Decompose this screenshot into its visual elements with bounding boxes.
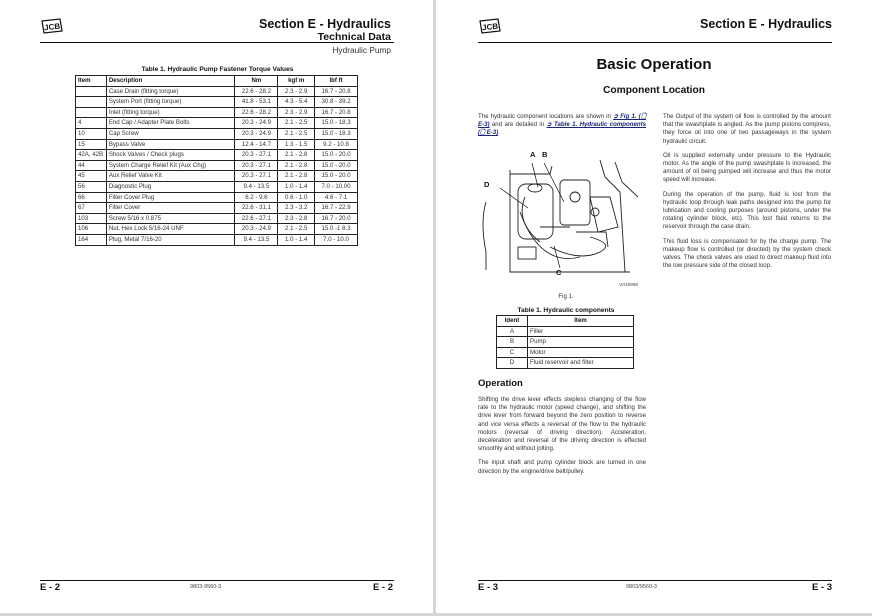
topic-label: Hydraulic Pump [332,45,391,55]
cell-item: 106 [76,224,107,235]
cell-item: 103 [76,213,107,224]
operation-heading: Operation [478,378,523,389]
section-subtitle: Technical Data [317,31,391,43]
cell-lbfft: 30.8 - 39.2 [315,97,358,108]
cell-item: Fluid reservoir and filter [528,358,634,369]
cell-kgfm: 2.1 - 2.5 [278,128,315,139]
cell-nm: 22.6 - 28.2 [235,86,278,97]
cell-description: End Cap / Adapter Plate Bolts [106,118,235,129]
body-paragraph: Oil is supplied externally under pressure to the Hydraulic motor. As the angle of the pump swashplate is increased, the amount of oil being pumped will increase and thus the motor speed will increase. [663,151,831,184]
col-header-item: Item [76,76,107,87]
page-subtitle: Component Location [603,85,705,96]
footer-rule [478,580,832,581]
col-header-nm: Nm [235,76,278,87]
table-row [497,337,634,348]
intro-text: The hydraulic component locations are shown in [478,113,613,120]
table-row [497,358,634,369]
table-row [76,203,358,214]
col-header-item: Item [528,316,634,327]
cell-description: Aux Relief Valve Kit [106,171,235,182]
cell-nm: 20.3 - 27.1 [235,160,278,171]
cell-nm: 20.3 - 24.9 [235,128,278,139]
cell-ident: B [497,337,528,348]
cell-item: 66 [76,192,107,203]
table-row [76,107,358,118]
table-row [76,150,358,161]
components-table [496,315,634,369]
table-row [76,139,358,150]
components-table-caption: Table 1. Hydraulic components [517,307,615,314]
footer-page-number-left: E - 3 [478,582,499,593]
cell-description: Filter Cover [106,203,235,214]
body-paragraph: The Output of the system oil flow is controlled by the amount that the swashplate is angled. As the pump pistons compress, they force oil into one of two passageways in the system hydraulic circuit. [663,113,831,145]
section-title: Section E - Hydraulics [700,17,832,31]
cell-nm: 20.3 - 27.1 [235,171,278,182]
table-row [76,224,358,235]
cell-nm: 20.3 - 24.9 [235,224,278,235]
cell-nm: 20.3 - 24.9 [235,118,278,129]
table-row [76,160,358,171]
cell-nm: 41.8 - 53.1 [235,97,278,108]
cell-lbfft: 15.0 - 20.0 [315,171,358,182]
table-row [76,171,358,182]
table-row [497,347,634,358]
section-title: Section E - Hydraulics [259,17,391,31]
svg-text:JCB: JCB [481,21,499,33]
col-header-kgfm: kgf m [278,76,315,87]
cell-nm: 20.3 - 27.1 [235,150,278,161]
cell-description: Inlet (fitting torque) [106,107,235,118]
cell-ident: D [497,358,528,369]
cell-nm: 12.4 - 14.7 [235,139,278,150]
footer-page-number-right: E - 3 [811,582,832,593]
torque-table-caption: Table 1. Hydraulic Pump Fastener Torque Values [141,66,294,73]
right-page [436,0,872,613]
cell-item: Filler [528,326,634,337]
operation-text [478,396,646,482]
table-link[interactable]: ➲ Table 1. Hydraulic components (🗋 E-3) [478,121,646,137]
cell-kgfm: 2.3 - 3.2 [278,203,315,214]
left-page [0,0,433,613]
cell-lbfft: 4.6 - 7.1 [315,192,358,203]
table-row [76,128,358,139]
cell-item: Motor [528,347,634,358]
cell-item: 42A, 42B [76,150,107,161]
cell-lbfft: 9.2 - 10.8 [315,139,358,150]
cell-description: Shock Valves / Check plugs [106,150,235,161]
footer-doc-number: 9803/9560-3 [626,584,657,590]
cell-item: 4 [76,118,107,129]
cell-description: Diagnostic Plug [106,181,235,192]
footer-rule [40,580,394,581]
footer-page-number-right: E - 2 [372,582,393,593]
cell-item: 45 [76,171,107,182]
cell-lbfft: 15.0 - 20.0 [315,160,358,171]
cell-lbfft: 16.7 - 22.9 [315,203,358,214]
cell-description: Screw 5/16 x 0.875 [106,213,235,224]
fig-link[interactable]: ➲ Fig 1. (🗋 E-3) [478,113,646,129]
table-row [76,234,358,245]
cell-description: Case Drain (fitting torque) [106,86,235,97]
cell-kgfm: 2.3 - 2.8 [278,213,315,224]
cell-description: Plug, Metal 7/16-20 [106,234,235,245]
table-row [76,118,358,129]
table-row [76,181,358,192]
col-header-ident: Ident [497,316,528,327]
operation-paragraph: The input shaft and pump cylinder block are turned in one direction by the engine/drive belt/pulley. [478,459,646,475]
table-header-row [497,316,634,327]
table-row [76,86,358,97]
figure-code: V015990 [619,283,639,288]
cell-kgfm: 2.3 - 2.9 [278,107,315,118]
cell-nm: 6.2 - 9.6 [235,192,278,203]
operation-paragraph: Shifting the drive lever effects stepless changing of the flow rate to the hydraulic motor (speed change), and shifting the drive lever from forward beyond the zero position to reverse and vice versa effects a reversal of the flow to the hydraulic motors (reversal of driving direction). Acceleration, deceleration and reversal of the driving direction is effected smoothly and without jolting. [478,396,646,453]
cell-item: 44 [76,160,107,171]
cell-item: 15 [76,139,107,150]
cell-ident: A [497,326,528,337]
cell-lbfft: 7.0 - 10.00 [315,181,358,192]
right-column-text [663,113,831,276]
cell-nm: 22.6 - 31.1 [235,203,278,214]
cell-nm: 22.6 - 27.1 [235,213,278,224]
footer-page-number-left: E - 2 [40,582,61,593]
cell-item [76,107,107,118]
table-row [76,192,358,203]
cell-description: Cap Screw [106,128,235,139]
figure-label-a: A [530,150,536,159]
cell-lbfft: 16.7 - 20.8 [315,107,358,118]
intro-text: . [498,129,500,137]
cell-item: Pump [528,337,634,348]
table-row [76,213,358,224]
intro-text: and are detailed in [489,121,547,129]
cell-nm: 9.4 - 13.5 [235,181,278,192]
cell-nm: 22.6 - 28.2 [235,107,278,118]
footer-doc-number: 9803-9560-3 [190,584,222,590]
body-paragraph: During the operation of the pump, fluid is lost from the hydraulic loop through leak paths designed into the pump for lubrication and cooling purposes (around pistons, under the rotating cylinder block, etc). This lost fluid returns to the reservoir through the case drain. [663,190,831,231]
figure-caption: Fig 1. [558,293,574,300]
cell-item: 67 [76,203,107,214]
cell-description: System Port (fitting torque) [106,97,235,108]
cell-kgfm: 2.1 - 2.8 [278,150,315,161]
figure-label-c: C [556,268,562,277]
cell-item: 10 [76,128,107,139]
cell-kgfm: 1.3 - 1.5 [278,139,315,150]
cell-lbfft: 15.0 - 20.0 [315,150,358,161]
cell-nm: 9.4 - 13.5 [235,234,278,245]
col-header-description: Description [106,76,235,87]
torque-table [75,75,358,246]
header-rule [478,42,832,43]
cell-lbfft: 16.7 - 20.8 [315,86,358,97]
svg-text:JCB: JCB [43,21,61,33]
hydraulic-pump-illustration [480,152,640,282]
figure-label-d: D [484,180,490,189]
cell-item [76,97,107,108]
cell-item: 56 [76,181,107,192]
cell-description: System Charge Relief Kit (Aux Chg) [106,160,235,171]
cell-description: Nut, Hex Lock 5/16-24 UNF [106,224,235,235]
cell-kgfm: 2.1 - 2.8 [278,160,315,171]
cell-lbfft: 15.0 -1 8.3 [315,224,358,235]
cell-lbfft: 15.0 - 18.3 [315,118,358,129]
cell-lbfft: 7.0 - 10.0 [315,234,358,245]
cell-kgfm: 1.0 - 1.4 [278,234,315,245]
figure-label-b: B [542,150,548,159]
cell-kgfm: 2.3 - 2.9 [278,86,315,97]
cell-kgfm: 2.1 - 2.8 [278,171,315,182]
cell-kgfm: 4.3 - 5.4 [278,97,315,108]
table-row [76,97,358,108]
cell-kgfm: 2.1 - 2.5 [278,118,315,129]
jcb-logo-icon [478,18,502,34]
cell-item: 164 [76,234,107,245]
body-paragraph: This fluid loss is compensated for by the charge pump. The makeup flow is controlled (or directed) by the system check valves. The check valves are used to direct makeup fluid into the low pressure side of the closed loop. [663,237,831,270]
cell-ident: C [497,347,528,358]
table-row [497,326,634,337]
cell-item [76,86,107,97]
cell-kgfm: 2.1 - 2.5 [278,224,315,235]
table-header-row [76,76,358,87]
cell-kgfm: 0.6 - 1.0 [278,192,315,203]
cell-lbfft: 15.0 - 18.3 [315,128,358,139]
jcb-logo-icon [40,18,64,34]
col-header-lbfft: lbf ft [315,76,358,87]
cell-kgfm: 1.0 - 1.4 [278,181,315,192]
page-title: Basic Operation [596,56,712,73]
cell-lbfft: 16.7 - 20.0 [315,213,358,224]
intro-paragraph [478,113,646,138]
cell-description: Filter Cover Plug [106,192,235,203]
cell-description: Bypass Valve [106,139,235,150]
